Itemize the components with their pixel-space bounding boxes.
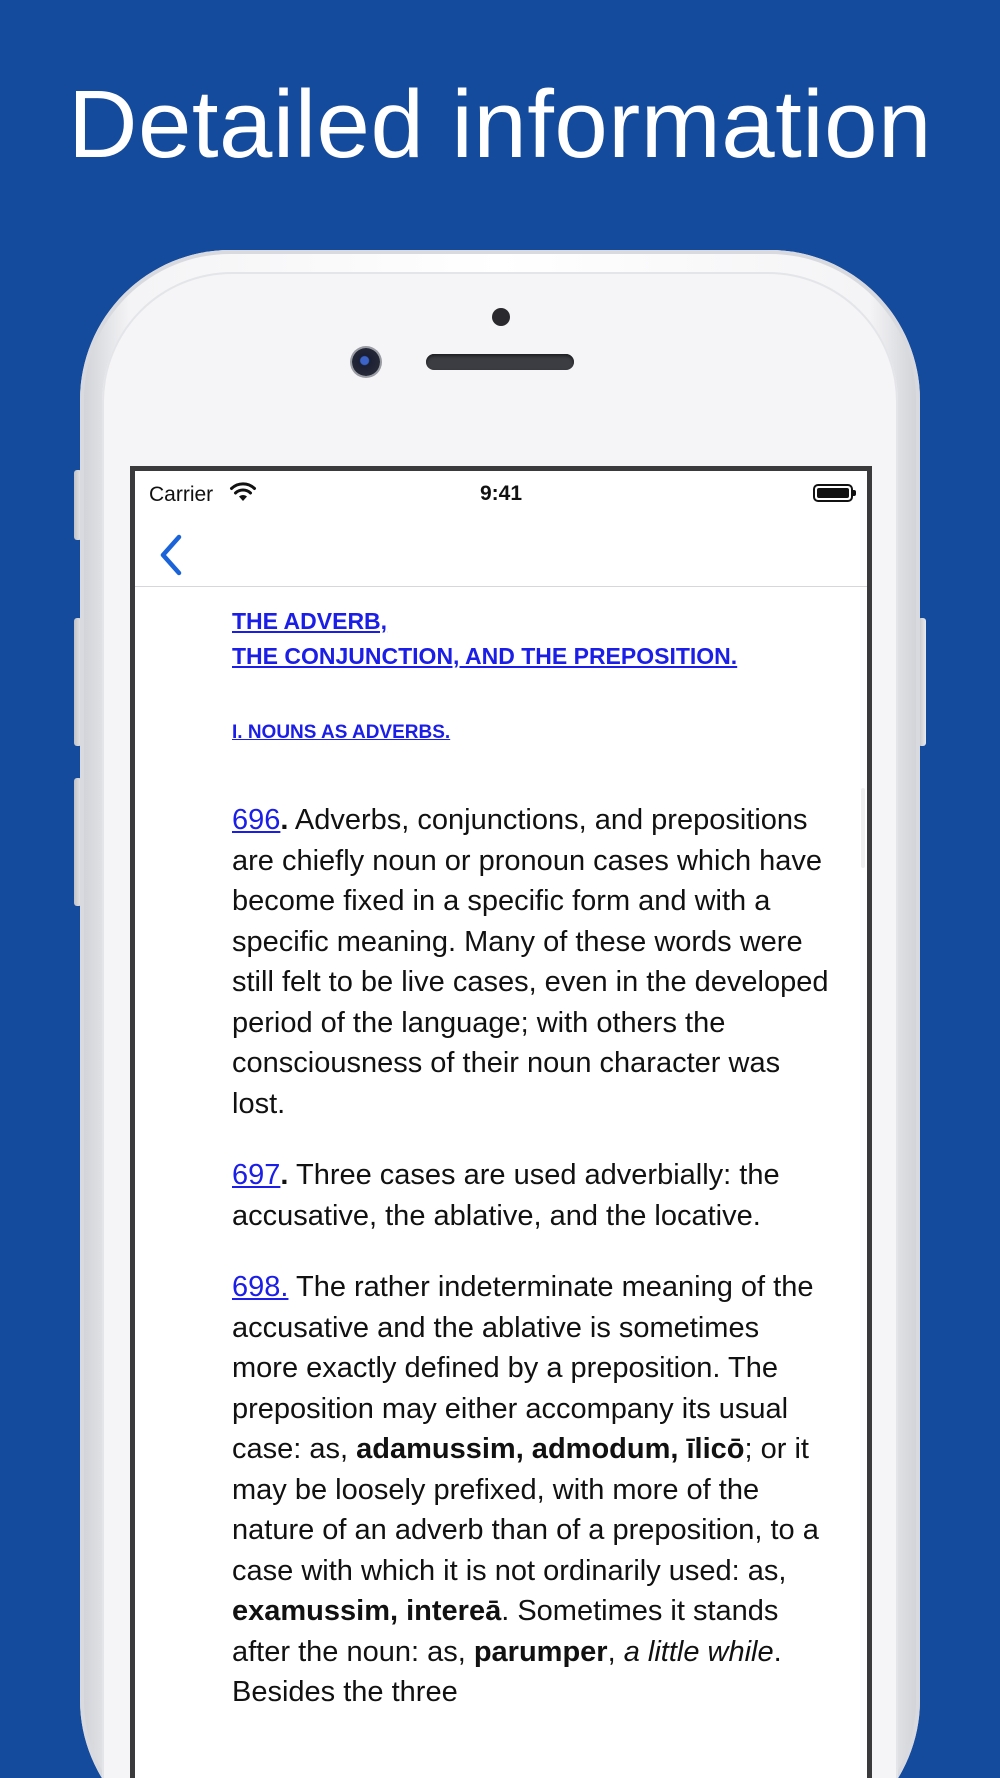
paragraph-696: [232, 800, 832, 1124]
paragraph-dot: .: [280, 1159, 289, 1191]
paragraph-697: [232, 1155, 832, 1236]
proximity-sensor: [492, 308, 510, 326]
paragraph-text: Three cases are used adverbially: the accusative, the ablative, and the locative.: [232, 1159, 780, 1232]
section-number-link-698[interactable]: 698.: [232, 1271, 289, 1303]
paragraph-text: ; or it may be loosely prefixed, with more of the nature of an adverb than of a preposition, to a case with which it is not ordinarily used: as,: [232, 1433, 819, 1587]
paragraph-text: Adverbs, conjunctions, and prepositions are chiefly noun or pronoun cases which have become fixed in a specific form and with a specific meaning. Many of these words were still felt to be live cases, even in the developed period of the language; with others the consciousness of their noun character was lost.: [232, 804, 829, 1120]
headline: Detailed information: [68, 71, 932, 178]
scroll-indicator[interactable]: [861, 788, 865, 868]
paragraph-text: The rather indeterminate meaning of the accusative and the ablative is sometimes more exactly defined by a preposition. The preposition may either accompany its usual case: as,: [232, 1271, 814, 1465]
section-number-link-697[interactable]: 697: [232, 1159, 281, 1191]
latin-example: parumper: [473, 1635, 608, 1668]
front-camera-icon: [352, 348, 380, 376]
earpiece-speaker: [426, 354, 574, 370]
phone-screen: [130, 466, 872, 1778]
paragraph-698: [232, 1267, 832, 1713]
paragraph-text: . Sometimes it stands after the noun: as,: [232, 1595, 779, 1668]
carrier-label: Carrier: [149, 483, 214, 506]
navigation-bar: [135, 515, 867, 587]
battery-icon: [813, 484, 853, 502]
latin-examples: examussim, intereā: [232, 1595, 502, 1627]
section-number-link-696[interactable]: 696: [232, 804, 281, 836]
status-bar: [135, 471, 867, 515]
paragraph-text: . Besides the three: [232, 1635, 782, 1708]
paragraph-dot: .: [280, 804, 289, 836]
article-text: [232, 588, 832, 1713]
title-link-adverb[interactable]: THE ADVERB,: [232, 608, 388, 634]
latin-examples: adamussim, admodum, īlicō: [356, 1433, 745, 1465]
title-link-conjunction-preposition[interactable]: THE CONJUNCTION, AND THE PREPOSITION.: [232, 643, 738, 669]
article-title: [232, 604, 832, 674]
article-scroll-view[interactable]: [135, 588, 867, 1778]
status-time: 9:41: [479, 482, 523, 505]
paragraph-text: ,: [607, 1635, 624, 1668]
chevron-left-icon[interactable]: [157, 533, 185, 577]
battery-level: [817, 488, 849, 498]
translation: a little while: [623, 1635, 774, 1668]
section-link-nouns-as-adverbs[interactable]: I. NOUNS AS ADVERBS.: [232, 722, 451, 743]
